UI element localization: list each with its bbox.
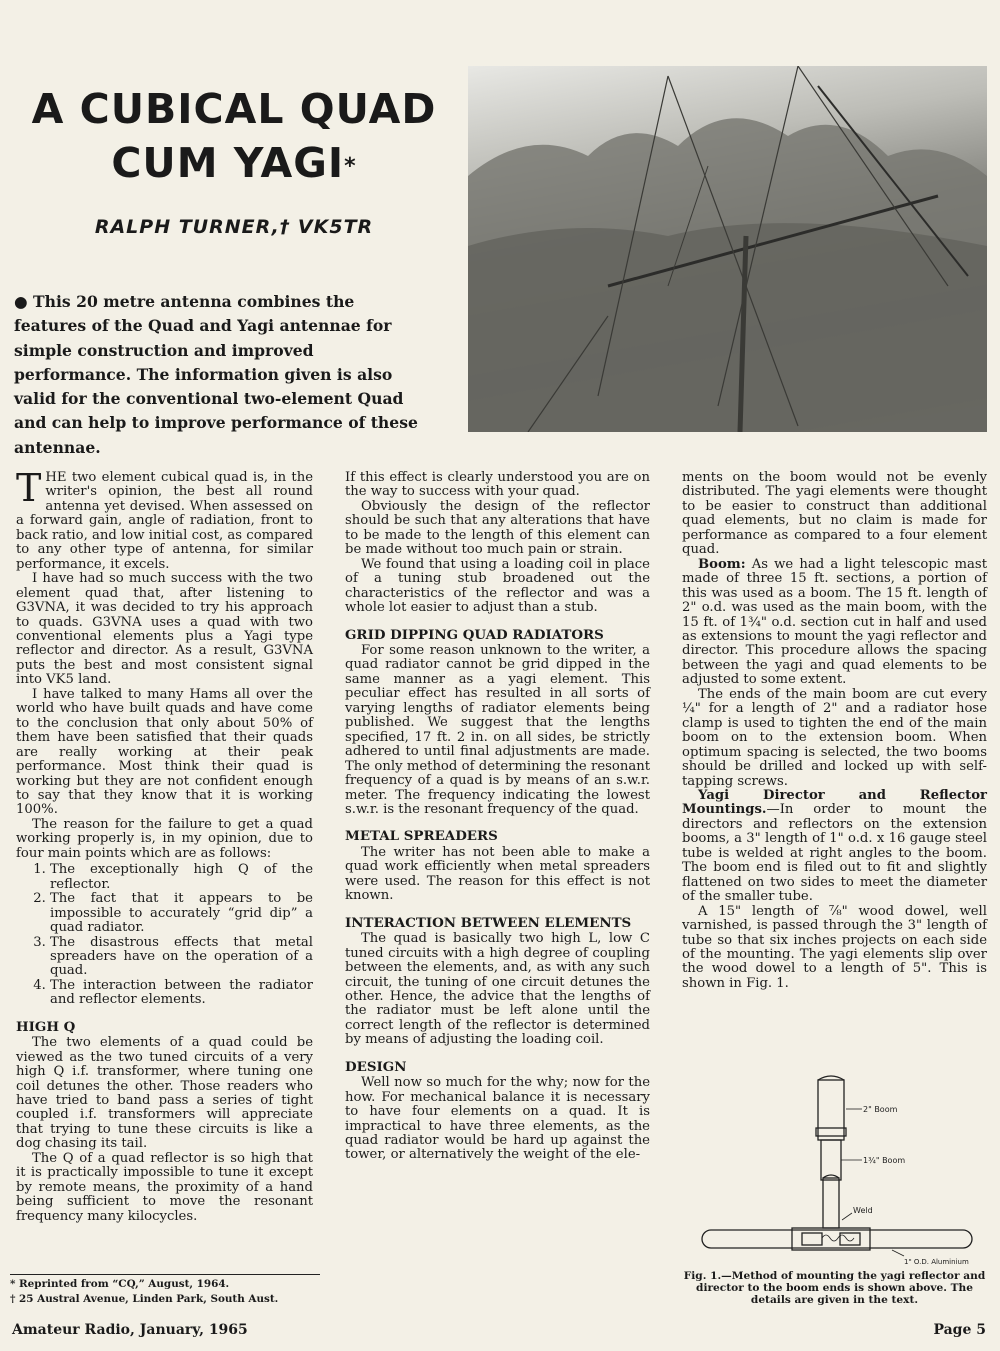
footer-publication: Amateur Radio, January, 1965 xyxy=(12,1322,248,1338)
paragraph: A 15" length of ⅞" wood dowel, well varnished, is passed through the 3" length of tube so that six inches projects on each side of the mounting. The yagi elements slip over the wood dowel to a length of 5". This is shown in Fig. 1. xyxy=(682,903,987,991)
paragraph: Well now so much for the why; now for the how. For mechanical balance it is necessary to have four elements on a quad. It is impractical to have three elements, as the quad radiator would be hard up against the tower, or alternatively the weight of the ele- xyxy=(345,1075,650,1163)
paragraph: If this effect is clearly understood you are on the way to success with your quad. xyxy=(345,470,650,500)
paragraph-text: —In order to mount the directors and reflectors on the extension booms, a 3" length of 1" o.d. x 16 gauge steel tube is welded at right angles to the boom. The boom end is filed out to fit and slightly flattened on two sides to meet the diameter of the smaller tube. xyxy=(682,802,987,905)
drop-cap: T xyxy=(16,466,42,510)
paragraph: I have had so much success with the two element quad that, after listening to G3VNA, it was decided to try his approach to quads. G3VNA uses a quad with two conventional elements plus a Yagi type reflector and director. As a result, G3VNA puts the best and most consistent signal into VK5 land. xyxy=(16,571,313,688)
list-item: 1. The exceptionally high Q of the reflector. xyxy=(50,863,313,892)
label-weld: Weld xyxy=(853,1206,873,1215)
paragraph xyxy=(16,466,313,572)
paragraph: For some reason unknown to the writer, a quad radiator cannot be grid dipped in the same manner as a yagi element. This peculiar effect has resulted in all sorts of varying lengths of radiator elements being published. We suggest that the lengths specified, 17 ft. 2 in. on all sides, be strictly adhered to until final adjustments are made. The only method of determining the resonant frequency of a quad is by means of an s.w.r. meter. The frequency indicating the lowest s.w.r. is the resonant frequency of the quad. xyxy=(345,642,650,817)
title-line-2-text: CUM YAGI xyxy=(111,139,345,187)
footnotes xyxy=(10,1274,320,1307)
label-2in-boom: 2" Boom xyxy=(863,1105,898,1114)
paragraph: I have talked to many Hams all over the world who have built quads and have come to the conclusion that only about 50% of them have been satisfied that their quads are really working at their peak performance. Most think their quad is working but they are not confident enough to say that they know that it is working 100%. xyxy=(16,686,313,818)
paragraph: The writer has not been able to make a quad work efficiently when metal spreaders were used. The reason for this effect is not known. xyxy=(345,844,650,904)
section-heading: HIGH Q xyxy=(16,1018,76,1035)
figure-1-diagram xyxy=(682,1070,987,1268)
label-134in-boom: 1¾" Boom xyxy=(863,1156,906,1165)
footer-page-number: Page 5 xyxy=(933,1322,986,1338)
author-byline: RALPH TURNER,† VK5TR xyxy=(94,216,374,238)
article-title xyxy=(14,82,454,190)
title-footnote-mark: * xyxy=(344,154,357,179)
footnote: † 25 Austral Avenue, Linden Park, South Aust. xyxy=(10,1293,279,1305)
figure-caption: Fig. 1.—Method of mounting the yagi reflector and director to the boom ends is shown above. The details are given in the text. xyxy=(683,1270,986,1306)
column-2 xyxy=(345,471,650,1163)
column-3 xyxy=(682,471,987,991)
paragraph: The quad is basically two high L, low C tuned circuits with a high degree of coupling between the elements, and, as with any such circuit, the tuning of one circuit detunes the other. Hence, the advice that the lengths of the radiator must be left alone until the correct length of the reflector is determined by means of adjusting the loading coil. xyxy=(345,931,650,1048)
column-1 xyxy=(16,466,313,1224)
section-heading: INTERACTION BETWEEN ELEMENTS xyxy=(345,914,632,931)
run-in-heading: Boom: xyxy=(698,556,746,572)
paragraph: We found that using a loading coil in place of a tuning stub broadened out the characteristics of the reflector and was a whole lot easier to adjust than a stub. xyxy=(345,556,650,616)
paragraph: The reason for the failure to get a quad working properly is, in my opinion, due to four main points which are as follows: xyxy=(16,816,313,861)
list-item: 3. The disastrous effects that metal spreaders have on the operation of a quad. xyxy=(50,936,313,979)
section-heading: DESIGN xyxy=(345,1058,407,1075)
list-item: 2. The fact that it appears to be impossible to accurately “grid dip” a quad radiator. xyxy=(50,892,313,935)
paragraph xyxy=(682,789,987,905)
reasons-list xyxy=(16,863,313,1008)
section-heading: METAL SPREADERS xyxy=(345,828,498,845)
run-in-heading: Yagi Director and Reflector Mountings. xyxy=(682,787,987,818)
paragraph: The Q of a quad reflector is so high that it is practically impossible to tune it except by remote means, the proximity of a hand being sufficient to move the resonant frequency many kilocycles. xyxy=(16,1150,313,1224)
paragraph: The two elements of a quad could be viewed as the two tuned circuits of a very high Q i.f. transformer, where tuning one coil detunes the other. Those readers who have tried to band pass a series of tight coupled i.f. transformers will appreciate that trying to tune these circuits is like a dog chasing its tail. xyxy=(16,1035,313,1152)
paragraph-text: As we had a light telescopic mast made of three 15 ft. sections, a portion of this was used as a boom. The 15 ft. length of 2" o.d. was used as the main boom, with the 15 ft. of 1¾" o.d. section cut in half and used as extensions to mount the yagi reflector and director. This procedure allows the spacing between the yagi and quad elements to be adjusted to some extent. xyxy=(682,556,987,688)
list-item: 4. The interaction between the radiator and reflector elements. xyxy=(50,979,313,1008)
intro-summary: ● This 20 metre antenna combines the features of the Quad and Yagi antennae for simple construction and improved performance. The information given is also valid for the conventional two-element Quad and can help to improve performance of these antennae. xyxy=(14,292,418,457)
title-line-2 xyxy=(14,136,454,190)
paragraph: Obviously the design of the reflector should be such that any alterations that have to be made to the length of this element can be made without too much pain or strain. xyxy=(345,498,650,558)
title-line-1: A CUBICAL QUAD xyxy=(31,85,437,133)
paragraph xyxy=(682,558,987,688)
footnote: * Reprinted from “CQ,” August, 1964. xyxy=(10,1278,230,1290)
label-aluminium: 1" O.D. Aluminium xyxy=(904,1258,969,1266)
paragraph: ments on the boom would not be evenly distributed. The yagi elements were thought to be easier to construct than additional quad elements, but no claim is made for performance as compared to a four element quad. xyxy=(682,470,987,558)
paragraph: The ends of the main boom are cut every ¼" for a length of 2" and a radiator hose clamp is used to tighten the end of the main boom on to the extension boom. When optimum spacing is selected, the two booms should be drilled and locked up with self-tapping screws. xyxy=(682,686,987,789)
antenna-photo xyxy=(468,66,987,432)
section-heading: GRID DIPPING QUAD RADIATORS xyxy=(345,626,604,643)
paragraph-text: HE two element cubical quad is, in the writer's opinion, the best all round antenna yet devised. When assessed on a forward gain, angle of radiation, front to back ratio, and low initial cost, as compared to any other type of antenna, for similar performance, it excels. xyxy=(16,470,313,572)
